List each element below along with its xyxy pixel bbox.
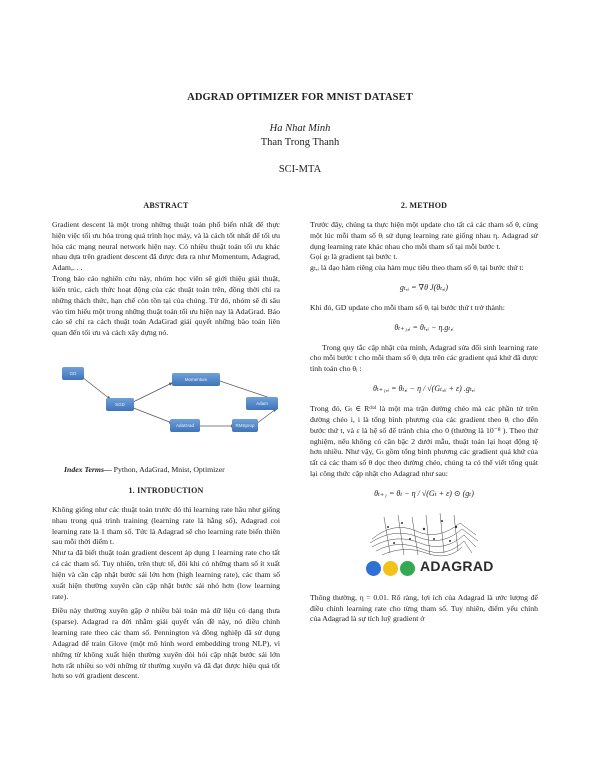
flow-node-sgd: SGD — [106, 398, 134, 411]
optimizer-flow-figure — [52, 347, 280, 457]
equation-1: gₜ,ᵢ = ∇θ J(θₜ,ᵢ) — [399, 283, 449, 293]
paper-title: ADGRAD OPTIMIZER FOR MNIST DATASET — [187, 92, 413, 103]
index-terms-text: Python, AdaGrad, Mnist, Optimizer — [111, 465, 225, 475]
intro-paragraph-3: Điều này thường xuyên gặp ở nhiều bài toán mà dữ liệu có dạng thưa (sparse). Adagrad ra đời nhằm giải quyết vấn đề này, nó điều chỉnh learning rate theo các tham số. Pennington và đồng nghiệp đã sử dụng Adagrad để train Glove (một mô hình word embedding trong NLP), vì những từ không xuất hiện thường xuyên đòi hỏi cập nhật bước sải lớn hơn rất nhiều so với những từ thường xuyên và đã đạt được hiệu quả tốt hơn so với gradient descent. — [52, 606, 280, 681]
flow-node-gd: GD — [62, 367, 84, 380]
flow-node-adam: Adam — [246, 397, 278, 410]
abstract-heading: ABSTRACT — [143, 201, 189, 210]
flow-node-momentum: Momentum — [172, 373, 220, 386]
method-paragraph-1: Trước đây, chúng ta thực hiện một update cho tất cả các tham số θ, cùng một lúc mỗi tham số θᵢ sử dụng learning rate giống nhau η. Adagrad sử dụng learning rate khác nhau cho mỗi tham số tại mỗi bước t. — [310, 219, 538, 251]
equation-3: θₜ₊₁,ᵢ = θₜ,ᵢ − η / √(Gₜ,ᵢᵢ + ε) .gₜ,ᵢ — [372, 384, 476, 394]
abstract-paragraph-1: Gradient descent là một trong những thuật toán phổ biến nhất để thực hiện việc tối ưu hóa trong quá trình học máy, và là cách tốt nhất để tối ưu hóa các mạng neural network hiện nay. Có nhiều thuật toán tối ưu khác nhau dựa trên gradient descent đã được đưa ra như Momentum, Adagrad, Adam,. . . — [52, 219, 280, 273]
blue-dot-icon — [366, 561, 381, 576]
adagrad-logo-wordmark: ADAGRAD — [420, 557, 494, 574]
index-terms-label: Index Terms— — [64, 465, 112, 475]
method-paragraph-3: gₜ,ᵢ là đạo hàm riêng của hàm mục tiêu theo tham số θᵢ tại bước thứ t: — [310, 263, 524, 273]
equation-4: θₜ₊₁ = θₜ − η / √(Gₜ + ε) ⊙ (gₜ) — [374, 488, 474, 498]
left-column — [52, 201, 280, 682]
flow-node-rmsprop: RMSprop — [232, 419, 258, 432]
index-terms — [64, 465, 280, 476]
green-dot-icon — [400, 561, 415, 576]
intro-paragraph-2: Như ta đã biết thuật toán gradient descent áp dụng 1 learning rate cho tất cả các tham số. Tuy nhiên, trên thực tế, đôi khi có những tham số ít xuất hiện và cần cập nhật bước sải lớn hơn (high learning rate), các tham số xuất hiện thường xuyên cần cập nhật bước sải nhỏ hơn (low learning rate). — [52, 548, 280, 601]
intro-paragraph-1: Không giống như các thuật toán trước đó thì learning rate hầu như giống nhau trong quá trình training (learning rate là hằng số), Adagrad coi learning rate là 1 tham số. Tức là Adagrad sẽ cho learning rate biến thiên sau mỗi thời điểm t. — [52, 504, 280, 547]
method-paragraph-2: Gọi gₜ là gradient tại bước t. — [310, 252, 398, 262]
method-paragraph-7: Thông thường, η = 0.01. Rõ ràng, lợi ích của Adagrad là ước lượng để điều chỉnh learning rate cho từng tham số. Tuy nhiên, điểm yếu chính của Adagrad là sự tích luỹ gradient ở — [310, 592, 538, 624]
method-heading: 2. METHOD — [400, 201, 448, 210]
loss-surface-graphic — [364, 509, 484, 559]
right-column — [310, 201, 538, 625]
yellow-dot-icon — [383, 561, 398, 576]
method-paragraph-4: Khi đó, GD update cho mỗi tham số θᵢ tại bước thứ t trở thành: — [310, 302, 505, 312]
abstract-paragraph-2: Trong báo cáo nghiên cứu này, nhóm học viên sẽ giới thiệu giải thuật, kiến trúc, cách thức hoạt động của các thuật toán trên, đồng thời chỉ ra những thách thức, hạn chế còn tồn tại của chúng. Từ đó, nhóm sẽ đi sâu vào tìm hiểu một trong những thuật toán tối ưu hiện nay là AdaGrad. Báo cáo sẽ chỉ ra cách thuật toán AdaGrad giải quyết những bào toán liên quan đến tối ưu và cách xây dựng nó. — [52, 274, 280, 338]
method-paragraph-6: Trong đó, Gₜ ∈ Rᵈˣᵈ là một ma trận đường chéo mà các phần tử trên đường chéo i, i là tổng bình phương của các gradient theo θᵢ cho đến bước thứ t, và ε là hệ số để tránh chia cho 0 (thường là 10⁻⁸ ). Theo thử nghiệm, nếu không có căn bậc 2 dưới mẫu, thuật toán lại hoạt động tệ hơn nhiều. Như vậy, Gₜ gồm tổng bình phương các gradient quá khứ của tất cả các tham số θ dọc theo đường chéo, chúng ta có thể viết tổng quát lại công thức cập nhật cho Adagrad như sau: — [310, 403, 538, 479]
author-name-2: Than Trong Thanh — [260, 137, 340, 148]
equation-2: θₜ₊₁,ᵢ = θₜ,ᵢ − η.gₜ,ᵢ — [394, 322, 454, 332]
method-paragraph-5: Trong quy tắc cập nhật của mình, Adagrad sửa đổi sinh learning rate cho mỗi bước t cho mỗi tham số θᵢ dựa trên các gradient quá khứ đã được tính toán cho θᵢ : — [310, 342, 538, 374]
author-name-1: Ha Nhat Minh — [269, 123, 331, 134]
affiliation: SCI-MTA — [278, 164, 322, 175]
adagrad-logo-figure — [310, 509, 538, 583]
introduction-heading: 1. INTRODUCTION — [128, 485, 204, 495]
flow-node-adagrad: AdaGrad — [170, 419, 200, 432]
